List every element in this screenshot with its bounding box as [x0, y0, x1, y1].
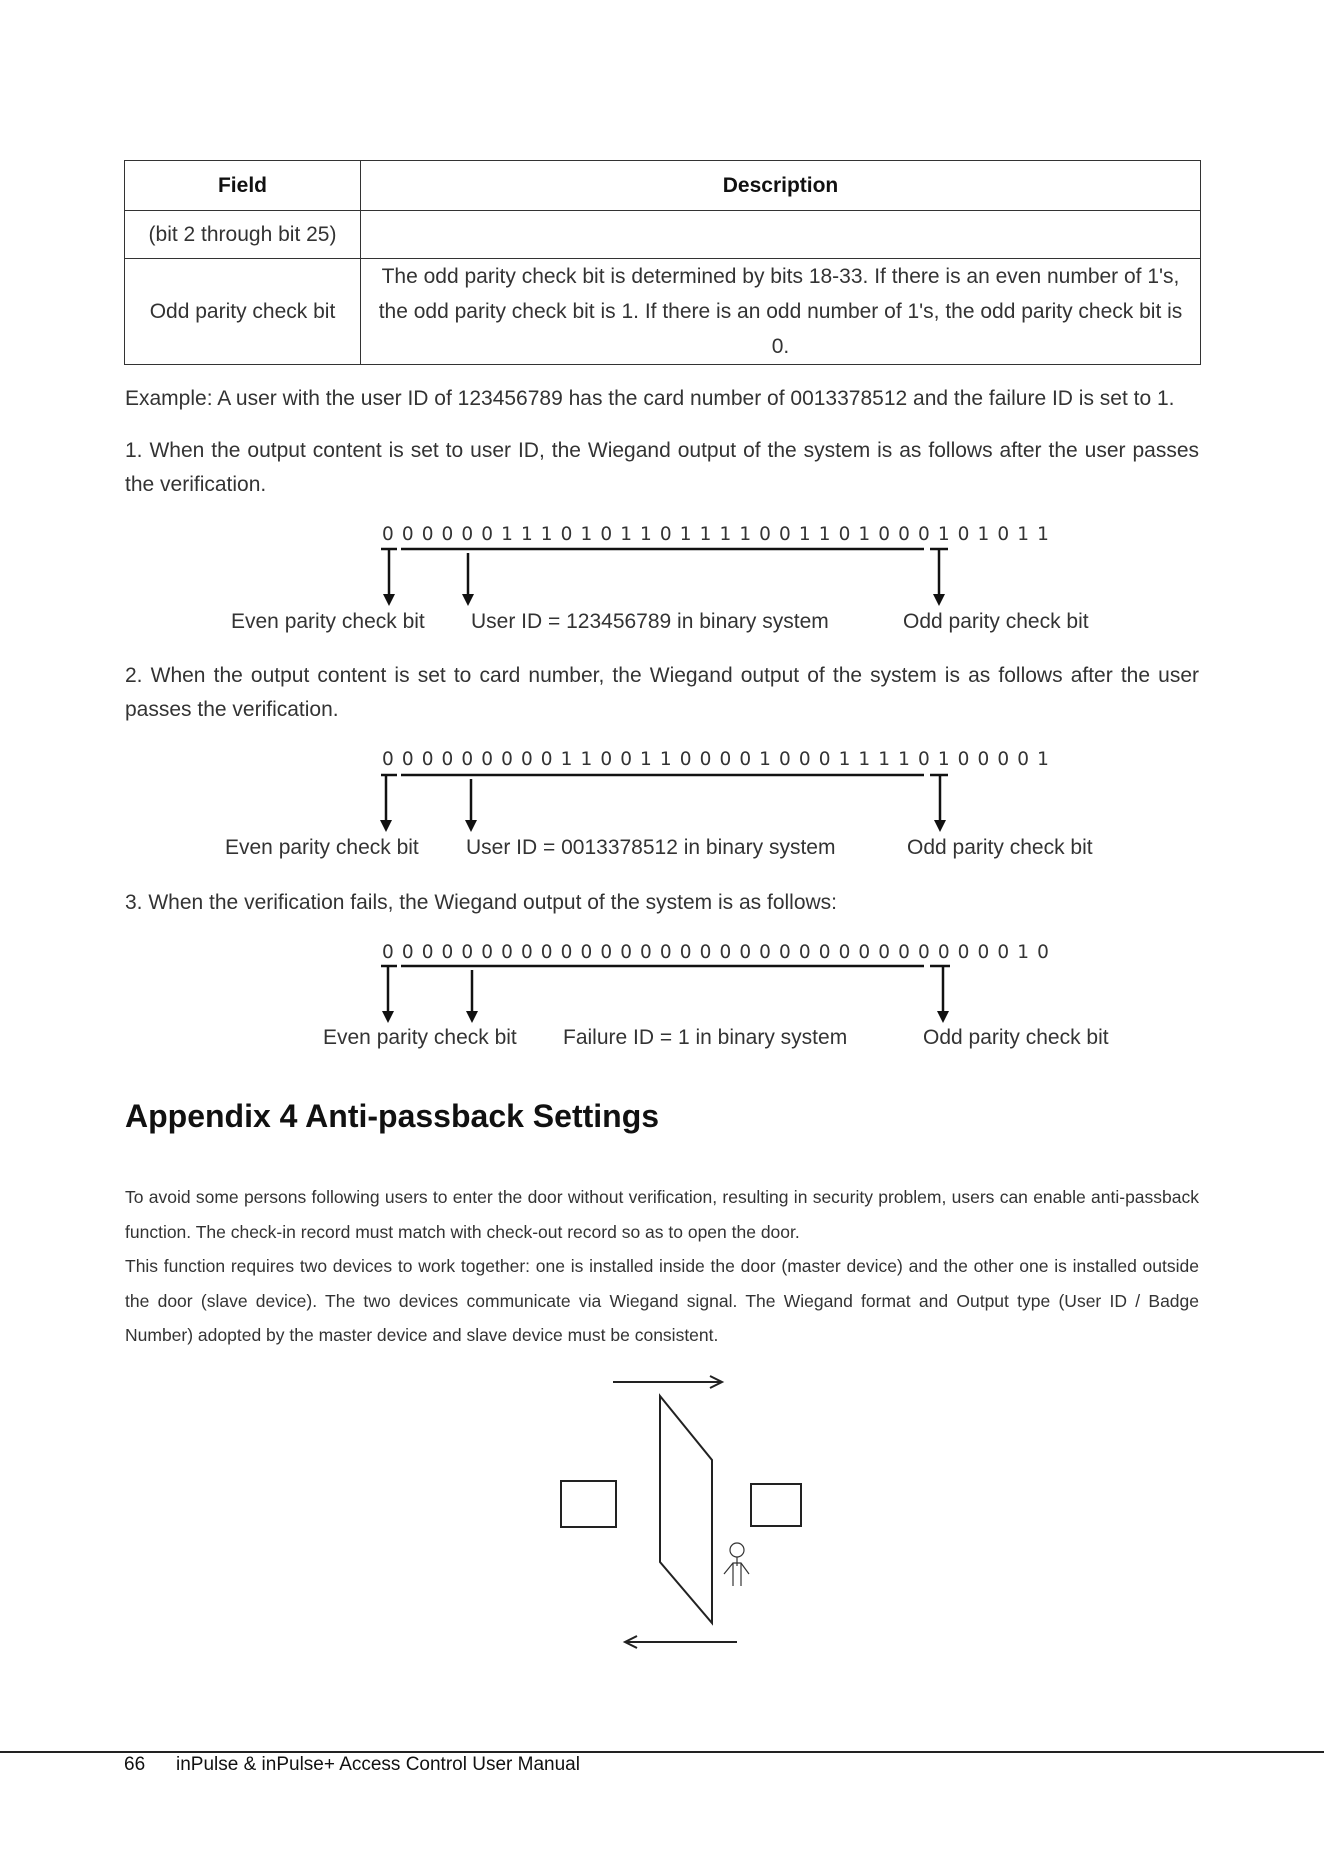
appendix-heading: Appendix 4 Anti-passback Settings: [125, 1098, 660, 1134]
case1-bit-string: 0 0 0 0 0 0 1 1 1 0 1 0 1 1 0 1 1 1 1 0 0 1 1 0 1 0 0 0 1 0 1 0 1 1: [382, 524, 1050, 545]
person-icon: [724, 1543, 749, 1586]
case2-mid-label: User ID = 0013378512 in binary system: [466, 836, 836, 859]
case3-bit-string: 0 0 0 0 0 0 0 0 0 0 0 0 0 0 0 0 0 0 0 0 0 0 0 0 0 0 0 0 0 0 0 0 1 0: [382, 942, 1050, 963]
case1-odd-label: Odd parity check bit: [903, 610, 1089, 633]
table-cell: The odd parity check bit is determined by bits 18-33. If there is an even number of 1's, the odd parity check bit is 1. If there is an odd number of 1's, the odd parity check bit is 0.: [361, 259, 1201, 365]
case1-even-label: Even parity check bit: [231, 610, 425, 633]
case3-even-label: Even parity check bit: [323, 1026, 517, 1049]
case2-paragraph: 2. When the output content is set to card number, the Wiegand output of the system is as follows after the user passes the verification.: [125, 664, 1199, 721]
appendix-paragraph-1: To avoid some persons following users to enter the door without verification, resulting in security problem, users can enable anti-passback function. The check-in record must match with check-out record so as to open the door.: [125, 1187, 1199, 1242]
case3-odd-label: Odd parity check bit: [923, 1026, 1109, 1049]
case2-bit-string: 0 0 0 0 0 0 0 0 0 1 1 0 0 1 1 0 0 0 0 1 0 0 0 1 1 1 1 0 1 0 0 0 0 1: [382, 749, 1050, 770]
case1-mid-label: User ID = 123456789 in binary system: [471, 610, 829, 633]
table-cell: Odd parity check bit: [125, 259, 361, 365]
footer-rule: [0, 1751, 1324, 1753]
case2-odd-label: Odd parity check bit: [907, 836, 1093, 859]
table-header-field: Field: [125, 161, 361, 211]
case3-paragraph: 3. When the verification fails, the Wiegand output of the system is as follows:: [125, 891, 838, 914]
case2-even-label: Even parity check bit: [225, 836, 419, 859]
case3-mid-label: Failure ID = 1 in binary system: [563, 1026, 848, 1049]
table-header-description: Description: [361, 161, 1201, 211]
example-paragraph: Example: A user with the user ID of 123456789 has the card number of 0013378512 and the failure ID is set to 1.: [125, 387, 1175, 410]
case1-paragraph: 1. When the output content is set to user ID, the Wiegand output of the system is as follows after the user passes the verification.: [125, 439, 1199, 496]
appendix-paragraph-2: This function requires two devices to work together: one is installed inside the door (master device) and the other one is installed outside the door (slave device). The two devices communicate via Wiegand signal. The Wiegand format and Output type (User ID / Badge Number) adopted by the master device and slave device must be consistent.: [125, 1256, 1199, 1345]
master-device-box: [561, 1481, 616, 1527]
manual-title: inPulse & inPulse+ Access Control User Manual: [176, 1754, 580, 1775]
table-cell: (bit 2 through bit 25): [125, 211, 361, 259]
page-number: 66: [124, 1754, 146, 1775]
slave-device-box: [751, 1484, 801, 1526]
